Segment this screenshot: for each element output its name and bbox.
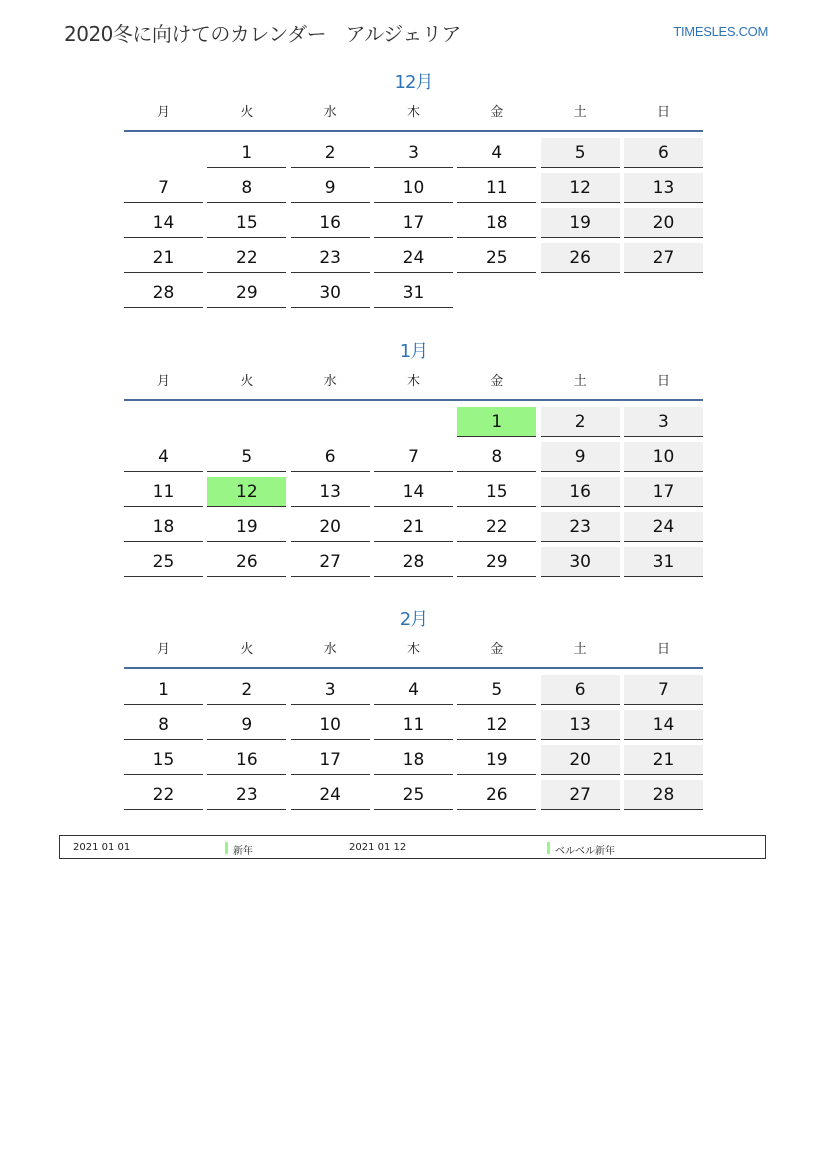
day-cell: 9 [207, 710, 286, 740]
day-cell: 18 [124, 512, 203, 542]
day-cell: 7 [124, 173, 203, 203]
day-cell: 18 [374, 745, 453, 775]
weekday-label: 土 [573, 374, 587, 389]
day-cell: 11 [124, 477, 203, 507]
legend-color-swatch [547, 842, 550, 854]
day-cell: 2 [541, 407, 620, 437]
day-cell: 8 [457, 442, 536, 472]
weekday-label: 土 [573, 105, 587, 120]
day-cell: 25 [374, 780, 453, 810]
month-december [124, 70, 703, 308]
day-cell: 17 [624, 477, 703, 507]
day-cell: 27 [541, 780, 620, 810]
day-cell: 12 [457, 710, 536, 740]
day-cell: 30 [541, 547, 620, 577]
day-cell: 6 [541, 675, 620, 705]
day-cell: 28 [624, 780, 703, 810]
day-cell: 4 [124, 442, 203, 472]
day-cell: 19 [541, 208, 620, 238]
day-cell: 4 [374, 675, 453, 705]
day-cell: 2 [207, 675, 286, 705]
day-cell: 17 [291, 745, 370, 775]
day-cell: 13 [291, 477, 370, 507]
day-cell: 21 [624, 745, 703, 775]
month-title: 12月 [394, 72, 433, 93]
day-cell: 24 [291, 780, 370, 810]
day-cell: 31 [374, 278, 453, 308]
day-cell: 28 [374, 547, 453, 577]
day-cell: 15 [457, 477, 536, 507]
day-cell: 26 [457, 780, 536, 810]
day-cell: 26 [207, 547, 286, 577]
day-cell: 19 [457, 745, 536, 775]
weekday-label: 月 [156, 374, 170, 389]
day-cell: 16 [291, 208, 370, 238]
empty-cell [124, 407, 203, 437]
day-cell: 10 [374, 173, 453, 203]
month-title: 2月 [399, 609, 428, 630]
weekday-label: 月 [156, 105, 170, 120]
weekday-label: 月 [156, 642, 170, 657]
weekday-label: 日 [656, 105, 670, 120]
holiday-day-cell: 1 [457, 407, 536, 437]
day-cell: 2 [291, 138, 370, 168]
holiday-day-cell: 12 [207, 477, 286, 507]
day-cell: 11 [374, 710, 453, 740]
legend-holiday-name: ベルベル新年 [555, 846, 615, 857]
day-grid [124, 675, 703, 810]
day-cell: 14 [624, 710, 703, 740]
weekday-label: 木 [406, 105, 420, 120]
day-cell: 6 [291, 442, 370, 472]
weekday-label: 木 [406, 642, 420, 657]
day-grid [124, 407, 703, 577]
day-cell: 23 [541, 512, 620, 542]
day-cell: 15 [124, 745, 203, 775]
weekday-label: 水 [323, 105, 337, 120]
day-cell: 11 [457, 173, 536, 203]
empty-cell [291, 407, 370, 437]
day-cell: 29 [457, 547, 536, 577]
day-cell: 4 [457, 138, 536, 168]
day-cell: 20 [291, 512, 370, 542]
day-cell: 22 [124, 780, 203, 810]
day-cell: 13 [624, 173, 703, 203]
month-title: 1月 [399, 341, 428, 362]
day-cell: 14 [124, 208, 203, 238]
day-cell: 3 [291, 675, 370, 705]
weekday-label: 木 [406, 374, 420, 389]
day-cell: 19 [207, 512, 286, 542]
brand-link[interactable]: TIMESLES.COM [673, 24, 768, 39]
day-cell: 13 [541, 710, 620, 740]
weekday-label: 火 [240, 105, 254, 120]
legend-holiday-name: 新年 [233, 846, 253, 857]
day-cell: 7 [624, 675, 703, 705]
holiday-legend [59, 835, 766, 859]
legend-date: 2021 01 01 [73, 842, 131, 853]
day-cell: 10 [624, 442, 703, 472]
day-cell: 9 [541, 442, 620, 472]
day-cell: 22 [457, 512, 536, 542]
weekday-header [124, 373, 703, 401]
day-cell: 16 [207, 745, 286, 775]
day-cell: 27 [624, 243, 703, 273]
day-cell: 3 [624, 407, 703, 437]
day-cell: 15 [207, 208, 286, 238]
day-cell: 5 [207, 442, 286, 472]
weekday-label: 日 [656, 642, 670, 657]
weekday-label: 金 [490, 642, 504, 657]
day-cell: 1 [207, 138, 286, 168]
weekday-label: 金 [490, 105, 504, 120]
month-february [124, 607, 703, 810]
day-cell: 26 [541, 243, 620, 273]
day-cell: 7 [374, 442, 453, 472]
legend-color-swatch [225, 842, 228, 854]
day-cell: 14 [374, 477, 453, 507]
day-cell: 24 [374, 243, 453, 273]
weekday-header [124, 104, 703, 132]
day-cell: 9 [291, 173, 370, 203]
day-cell: 17 [374, 208, 453, 238]
day-cell: 6 [624, 138, 703, 168]
day-cell: 8 [207, 173, 286, 203]
day-cell: 5 [457, 675, 536, 705]
day-grid [124, 138, 703, 308]
day-cell: 10 [291, 710, 370, 740]
day-cell: 21 [374, 512, 453, 542]
weekday-label: 水 [323, 642, 337, 657]
weekday-label: 火 [240, 642, 254, 657]
day-cell: 1 [124, 675, 203, 705]
empty-cell [124, 138, 203, 168]
day-cell: 25 [124, 547, 203, 577]
month-january [124, 339, 703, 577]
day-cell: 24 [624, 512, 703, 542]
day-cell: 23 [291, 243, 370, 273]
day-cell: 23 [207, 780, 286, 810]
day-cell: 25 [457, 243, 536, 273]
day-cell: 29 [207, 278, 286, 308]
day-cell: 18 [457, 208, 536, 238]
weekday-label: 火 [240, 374, 254, 389]
weekday-header [124, 641, 703, 669]
page-title: 2020冬に向けてのカレンダー アルジェリア [64, 22, 461, 46]
weekday-label: 土 [573, 642, 587, 657]
empty-cell [207, 407, 286, 437]
day-cell: 20 [624, 208, 703, 238]
day-cell: 16 [541, 477, 620, 507]
day-cell: 8 [124, 710, 203, 740]
legend-date: 2021 01 12 [349, 842, 407, 853]
day-cell: 30 [291, 278, 370, 308]
day-cell: 20 [541, 745, 620, 775]
day-cell: 22 [207, 243, 286, 273]
day-cell: 3 [374, 138, 453, 168]
day-cell: 28 [124, 278, 203, 308]
weekday-label: 金 [490, 374, 504, 389]
day-cell: 5 [541, 138, 620, 168]
day-cell: 12 [541, 173, 620, 203]
day-cell: 21 [124, 243, 203, 273]
day-cell: 31 [624, 547, 703, 577]
empty-cell [374, 407, 453, 437]
weekday-label: 日 [656, 374, 670, 389]
weekday-label: 水 [323, 374, 337, 389]
day-cell: 27 [291, 547, 370, 577]
